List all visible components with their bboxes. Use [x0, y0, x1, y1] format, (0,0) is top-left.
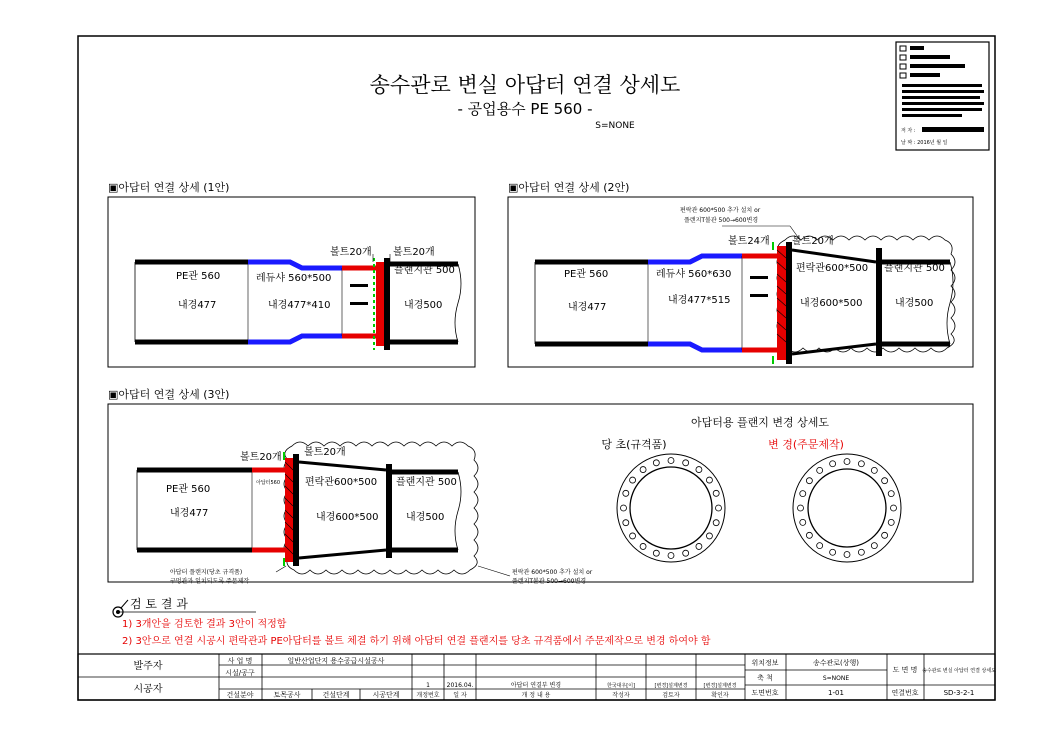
tb-design-label: 시설/공구	[225, 669, 255, 677]
tb-project-label: 사 업 명	[227, 657, 253, 665]
panel3-eccentric-label: 편락관600*500	[305, 477, 378, 488]
panel2-flange-label: 플랜지관 500	[884, 263, 945, 274]
review-line2: 2) 3안으로 연결 시공시 편락관과 PE아답터를 볼트 체결 하기 위해 아답터 연결 플랜지를 당초 규격품에서 주문제작으로 변경 하여야 함	[122, 636, 711, 647]
bolt-hole	[696, 543, 702, 549]
changed-flange-label: 변 경(주문제작)	[768, 438, 844, 451]
bolt-hole	[696, 467, 702, 473]
bolt-hole	[716, 505, 722, 511]
original-flange-label: 당 초(규격품)	[601, 438, 667, 451]
bolt-hole	[683, 550, 689, 556]
panel2-bolt-left: 볼트24개	[728, 236, 770, 247]
panel3-bolt-right: 볼트20개	[304, 447, 346, 458]
stamp-author: 저 자 :	[901, 128, 916, 134]
tb-scale-label: 축 척	[757, 674, 773, 682]
bolt-hole	[623, 490, 629, 496]
panel3-note-br-line2: 플랜지T볼관 500→600변경	[512, 578, 587, 585]
tb-drawing-no-label: 도면번호	[751, 689, 779, 697]
tb-drawing-name-value: 송수관로 변실 아답터 연결 상세도	[922, 668, 996, 674]
bolt-hole	[653, 550, 659, 556]
tb-location-label: 위치정보	[751, 659, 779, 667]
bolt-hole	[871, 543, 877, 549]
panel3-note-bl-line2: 구멍관과 일치되도록 주문제작	[170, 578, 250, 585]
panel3-note-bl-line1: 아답터 플랜지(당초 규격품)	[170, 569, 243, 576]
bolt-hole	[844, 459, 850, 465]
tb-drawing-no-value: 1-01	[828, 689, 844, 697]
scale-label: S=NONE	[595, 121, 635, 131]
panel3-flange-label: 플랜지관 500	[396, 477, 457, 488]
panel3-bolt-left: 볼트20개	[240, 452, 282, 463]
bolt-hole	[630, 533, 636, 539]
panel3-note-br-line1: 편락관 600*500 추가 설치 or	[512, 569, 593, 576]
bolt-hole	[858, 461, 864, 467]
panel2-eccentric-inner: 내경600*500	[800, 298, 863, 309]
review-icon	[113, 600, 128, 617]
bolt-hole	[621, 505, 627, 511]
tb-rev-col-1: 일 자	[453, 692, 467, 699]
bolt-hole	[806, 478, 812, 484]
tb-constructor: 시공자	[133, 684, 163, 695]
bolt-hole	[668, 458, 674, 464]
panel2-reducer-label: 레듀샤 560*630	[656, 269, 732, 280]
bolt-hole	[713, 520, 719, 526]
panel3-frame	[108, 404, 973, 582]
tb-scale-value: S=NONE	[822, 675, 850, 682]
bolt-hole	[817, 467, 823, 473]
panel1-bolt-right: 볼트20개	[393, 247, 435, 258]
bolt-hole	[830, 461, 836, 467]
panel3-adapter-small: 아답터560	[256, 480, 281, 486]
panel2-eccentric-label: 편락관600*500	[796, 263, 869, 274]
bolt-hole	[653, 460, 659, 466]
panel2-note-line2: 플랜지T볼관 500→600변경	[684, 217, 759, 224]
panel1-heading: ▣아답터 연결 상세 (1안)	[108, 181, 230, 194]
bolt-hole	[882, 532, 888, 538]
panel2-pe-label: PE관 560	[564, 269, 609, 280]
bolt-hole	[891, 505, 897, 511]
bolt-hole	[800, 519, 806, 525]
tb-drawing-name-label: 도 면 명	[892, 666, 918, 674]
tb-serial-label: 연결번호	[891, 689, 919, 697]
bolt-hole	[713, 490, 719, 496]
panel1-reducer-label: 레듀샤 560*500	[256, 273, 332, 284]
bolt-hole	[798, 505, 804, 511]
sheet-border	[78, 36, 995, 700]
stamp-date: 날 짜 : 2016년 월 일	[901, 140, 948, 146]
bolt-hole	[640, 543, 646, 549]
tb-rev-no: 1	[426, 682, 430, 689]
panel2-note-line1: 편락관 600*500 추가 설치 or	[680, 207, 761, 214]
review-heading: 검 토 결 과	[130, 597, 188, 611]
original-flange-drawing	[617, 454, 725, 562]
tb-project-name: 일반산업단지 용수공급시설공사	[287, 657, 385, 665]
panel3-eccentric-inner: 내경600*500	[316, 512, 379, 523]
panel1-pe-label: PE관 560	[176, 271, 221, 282]
tb-construction-label: 건설분야	[226, 691, 254, 699]
tb-rev-desc: 아답터 연결부 변경	[510, 682, 562, 689]
tb-rev-col-2: 개 정 내 용	[521, 692, 551, 699]
bolt-hole	[623, 520, 629, 526]
tb-construction-val-2: 시공단계	[372, 691, 400, 699]
tb-rev-date: 2016.04.	[446, 682, 474, 689]
changed-flange-drawing	[793, 454, 901, 562]
tb-rev-col-3: 작성자	[612, 692, 630, 699]
bolt-hole	[858, 549, 864, 555]
tb-location-value: 송수관로(상행)	[812, 659, 860, 667]
panel1-bolt-left: 볼트20개	[330, 247, 372, 258]
bolt-hole	[888, 519, 894, 525]
bolt-hole	[882, 478, 888, 484]
panel1-flange-inner: 내경500	[404, 300, 443, 311]
page-subtitle: - 공업용수 PE 560 -	[457, 100, 593, 118]
tb-rev-col-5: 확인자	[711, 692, 729, 699]
panel2-bolt-right: 볼트20개	[792, 236, 834, 247]
bolt-hole	[830, 549, 836, 555]
page-title: 송수관로 변실 아답터 연결 상세도	[369, 73, 681, 97]
bolt-hole	[806, 532, 812, 538]
tb-rev-col-4: 검토자	[662, 692, 680, 699]
tb-rev-signer-2: [변경]설계변경	[703, 683, 737, 689]
panel3-flange-inner: 내경500	[406, 512, 445, 523]
tb-rev-signer-0: 한국대우[이]	[606, 683, 636, 689]
tb-serial-value: SD-3-2-1	[943, 689, 975, 697]
bolt-hole	[888, 491, 894, 497]
tb-construction-val-1: 건설단계	[322, 691, 350, 699]
panel3-pe-inner: 내경477	[170, 508, 209, 519]
panel2-pe-inner: 내경477	[568, 302, 607, 313]
panel1-pe-inner: 내경477	[178, 300, 217, 311]
bolt-hole	[871, 467, 877, 473]
bolt-hole	[683, 460, 689, 466]
bolt-hole	[844, 552, 850, 558]
bolt-hole	[800, 491, 806, 497]
tb-construction-val-0: 토목공사	[273, 691, 301, 699]
bolt-hole	[668, 553, 674, 559]
panel2-flange-inner: 내경500	[895, 298, 934, 309]
panel2-heading: ▣아답터 연결 상세 (2안)	[508, 181, 630, 194]
bolt-hole	[817, 543, 823, 549]
flange-change-title: 아답터용 플랜지 변경 상세도	[690, 416, 830, 429]
tb-orderer: 발주자	[133, 661, 163, 672]
panel1-flange-label: 플랜지관 500	[394, 265, 455, 276]
approval-stamp	[896, 42, 989, 150]
tb-rev-signer-1: [변경]설계변경	[654, 683, 688, 689]
panel3-heading: ▣아답터 연결 상세 (3안)	[108, 388, 230, 401]
bolt-hole	[640, 467, 646, 473]
review-line1: 1) 3개안을 검토한 결과 3안이 적정함	[122, 619, 287, 630]
panel2-reducer-inner: 내경477*515	[668, 295, 731, 306]
panel1-reducer-inner: 내경477*410	[268, 300, 331, 311]
bolt-hole	[706, 533, 712, 539]
panel3-pe-label: PE관 560	[166, 484, 211, 495]
tb-rev-col-0: 개정번호	[416, 692, 440, 699]
bolt-hole	[706, 477, 712, 483]
bolt-hole	[630, 477, 636, 483]
